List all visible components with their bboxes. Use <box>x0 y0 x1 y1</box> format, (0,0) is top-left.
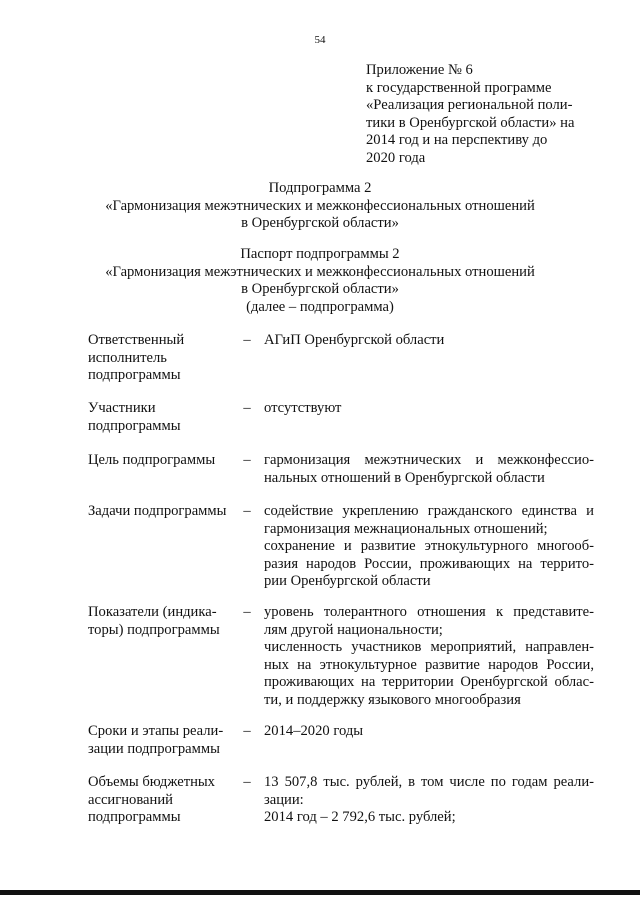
title-line: «Гармонизация межэтнических и межконфессиональных отношений <box>105 197 535 214</box>
row-dash: – <box>243 723 251 739</box>
title-line: в Оренбургской области» <box>241 281 399 297</box>
row-value <box>264 400 594 418</box>
value-line: нальных отношений в Оренбургской области <box>264 469 545 486</box>
value-line: проживающих на территории Оренбургской облас- <box>264 674 594 690</box>
row-label <box>88 604 238 639</box>
label-line: подпрограммы <box>88 809 181 825</box>
value-line: разия народов России, проживающих на террито- <box>264 555 594 572</box>
label-line: ассигнований <box>88 791 173 808</box>
row-label <box>88 332 238 385</box>
row-value <box>264 332 594 350</box>
value-line: сохранение и развитие этнокультурного многооб- <box>264 538 594 554</box>
value-line: гармонизация межнациональных отношений; <box>264 520 548 537</box>
title-line: в Оренбургской области» <box>241 215 399 231</box>
label-line: Сроки и этапы реали- <box>88 723 224 739</box>
appendix-line: Приложение № 6 <box>366 62 473 78</box>
appendix-line: тики в Оренбургской области» на <box>366 114 575 131</box>
label-line: торы) подпрограммы <box>88 621 220 638</box>
label-line: зации подпрограммы <box>88 740 220 757</box>
appendix-line: 2014 год и на перспективу до <box>366 132 548 148</box>
value-line: лям другой национальности; <box>264 621 443 638</box>
label-line: Ответственный <box>88 332 185 348</box>
row-label <box>88 400 238 435</box>
value-line: содействие укреплению гражданского единства и <box>264 503 594 519</box>
row-value <box>264 774 594 827</box>
label-line: подпрограммы <box>88 417 181 434</box>
value-line: АГиП Оренбургской области <box>264 332 445 348</box>
row-label <box>88 503 238 521</box>
label-line: подпрограммы <box>88 367 181 383</box>
row-label <box>88 723 238 758</box>
title-line: Паспорт подпрограммы 2 <box>240 246 400 262</box>
title-line: Подпрограмма 2 <box>268 180 372 196</box>
label-line: Показатели (индика- <box>88 604 217 620</box>
page-number: 54 <box>314 34 326 46</box>
value-line: гармонизация межэтнических и межконфессио- <box>264 452 594 468</box>
row-dash: – <box>243 400 251 416</box>
row-dash: – <box>243 774 251 790</box>
label-line: исполнитель <box>88 349 167 366</box>
appendix-line: к государственной программе <box>366 79 552 96</box>
row-dash: – <box>243 503 251 519</box>
value-line: численность участников мероприятий, направлен- <box>264 639 594 655</box>
value-line: 2014 год – 2 792,6 тыс. рублей; <box>264 809 456 825</box>
value-line: отсутствуют <box>264 400 342 416</box>
value-line: рии Оренбургской области <box>264 573 431 589</box>
bottom-scan-border <box>0 890 640 895</box>
row-label <box>88 774 238 827</box>
value-line: ных на этнокультурное развитие народов России, <box>264 656 594 673</box>
row-value <box>264 503 594 591</box>
appendix-header <box>366 62 606 167</box>
title-line: «Гармонизация межэтнических и межконфессиональных отношений <box>105 263 535 280</box>
row-value <box>264 452 594 487</box>
appendix-line: 2020 года <box>366 149 426 166</box>
row-value <box>264 604 594 709</box>
value-line: ти, и поддержку языкового многообразия <box>264 691 521 708</box>
label-line: Объемы бюджетных <box>88 774 215 790</box>
row-dash: – <box>243 332 251 348</box>
passport-title <box>0 246 640 316</box>
appendix-line: «Реализация региональной поли- <box>366 97 573 113</box>
value-line: 13 507,8 тыс. рублей, в том числе по годам реали- <box>264 774 594 790</box>
row-dash: – <box>243 452 251 468</box>
subprogram-title <box>0 180 640 233</box>
row-label <box>88 452 238 470</box>
value-line: зации: <box>264 791 304 808</box>
value-line: уровень толерантного отношения к представите- <box>264 604 594 620</box>
row-dash: – <box>243 604 251 620</box>
label-line: Цель подпрограммы <box>88 452 216 468</box>
title-line: (далее – подпрограмма) <box>246 298 394 315</box>
label-line: Участники <box>88 400 156 416</box>
row-value <box>264 723 594 741</box>
value-line: 2014–2020 годы <box>264 723 364 739</box>
label-line: Задачи подпрограммы <box>88 503 227 519</box>
